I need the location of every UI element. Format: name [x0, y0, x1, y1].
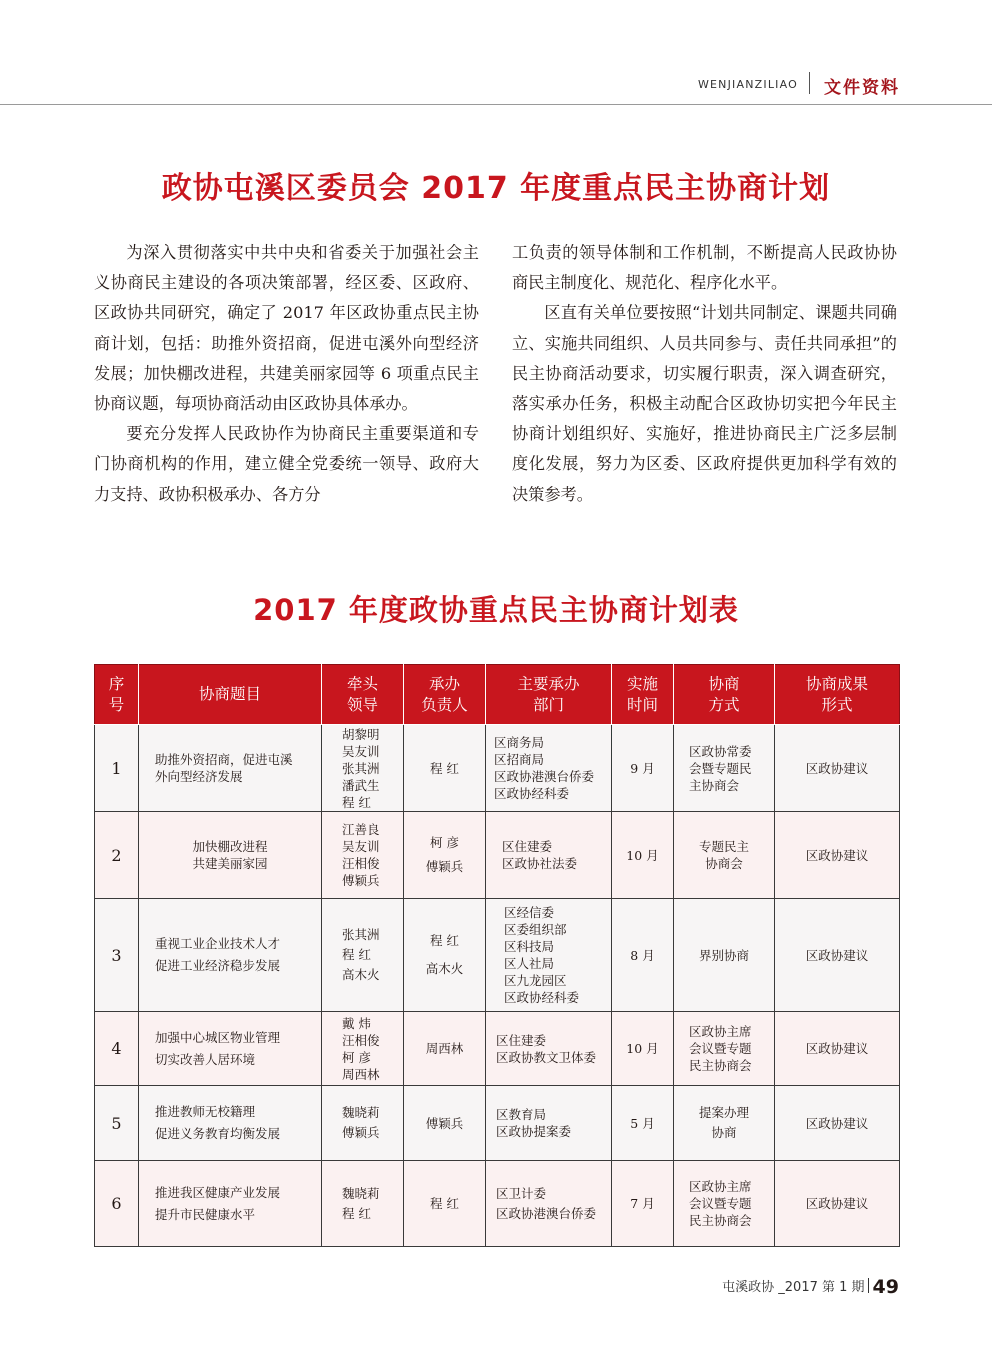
header-cell-lead: 牵头 领导 [322, 665, 404, 725]
cell-owner: 程 红 [404, 1161, 486, 1247]
table-row [95, 725, 900, 812]
cell-result: 区政协建议 [775, 1161, 900, 1247]
cell-time: 10 月 [612, 1012, 674, 1086]
body-column-right [512, 238, 897, 510]
cell-owner: 周西林 [404, 1012, 486, 1086]
cell-time: 5 月 [612, 1086, 674, 1161]
cell-no: 4 [95, 1012, 139, 1086]
cell-result: 区政协建议 [775, 1086, 900, 1161]
table-title: 2017 年度政协重点民主协商计划表 [253, 593, 739, 627]
paragraph: 区直有关单位要按照“计划共同制定、课题共同确立、实施共同组织、人员共同参与、责任共同承担”的民主协商活动要求，切实履行职责，深入调查研究，落实承办任务，积极主动配合区政协切实把今年民主协商计划组织好、实施好，推进协商民主广泛多层制度化发展，努力为区委、区政府提供更加科学有效的决策参考。 [512, 303, 897, 504]
paragraph: 要充分发挥人民政协作为协商民主重要渠道和专门协商机构的作用，建立健全党委统一领导、政府大力支持、政协积极承办、各方分 [94, 424, 479, 504]
header-cell-method: 协商 方式 [674, 665, 775, 725]
cell-leaders: 江善良 吴友训 汪相俊 傅颖兵 [322, 812, 404, 899]
header-cell-no: 序 号 [95, 665, 139, 725]
page-number: 49 [872, 1276, 899, 1298]
cell-method: 专题民主 协商会 [674, 812, 775, 899]
cell-topic: 加快棚改进程 共建美丽家园 [139, 812, 322, 899]
header-cell-time: 实施 时间 [612, 665, 674, 725]
header-cell-dept: 主要承办 部门 [486, 665, 612, 725]
cell-leaders: 张其洲 程 红 高木火 [322, 899, 404, 1012]
cell-owner: 程 红 高木火 [404, 899, 486, 1012]
cell-result: 区政协建议 [775, 899, 900, 1012]
plan-table [94, 664, 900, 1247]
cell-method: 界别协商 [674, 899, 775, 1012]
cell-no: 1 [95, 725, 139, 812]
cell-leaders: 胡黎明 吴友训 张其洲 潘武生 程 红 [322, 725, 404, 812]
cell-owner: 傅颖兵 [404, 1086, 486, 1161]
cell-time: 9 月 [612, 725, 674, 812]
footer-divider [868, 1278, 869, 1293]
header-section-pinyin: WENJIANZILIAO [697, 78, 798, 91]
cell-time: 10 月 [612, 812, 674, 899]
cell-departments: 区卫计委 区政协港澳台侨委 [486, 1161, 612, 1247]
cell-leaders: 戴 炜 汪相俊 柯 彦 周西林 [322, 1012, 404, 1086]
cell-result: 区政协建议 [775, 812, 900, 899]
cell-topic: 推进教师无校籍理 促进义务教育均衡发展 [139, 1086, 322, 1161]
header-cell-topic: 协商题目 [139, 665, 322, 725]
cell-no: 5 [95, 1086, 139, 1161]
body-column-left [94, 238, 479, 510]
cell-topic: 助推外资招商，促进屯溪 外向型经济发展 [139, 725, 322, 812]
cell-topic: 推进我区健康产业发展 提升市民健康水平 [139, 1161, 322, 1247]
table-row [95, 812, 900, 899]
cell-topic: 重视工业企业技术人才 促进工业经济稳步发展 [139, 899, 322, 1012]
cell-departments: 区商务局 区招商局 区政协港澳台侨委 区政协经科委 [486, 725, 612, 812]
cell-departments: 区教育局 区政协提案委 [486, 1086, 612, 1161]
cell-method: 区政协主席 会议暨专题 民主协商会 [674, 1012, 775, 1086]
cell-leaders: 魏晓莉 程 红 [322, 1161, 404, 1247]
header-rule [0, 104, 992, 105]
cell-result: 区政协建议 [775, 725, 900, 812]
cell-method: 区政协常委 会暨专题民 主协商会 [674, 725, 775, 812]
cell-leaders: 魏晓莉 傅颖兵 [322, 1086, 404, 1161]
table-row [95, 899, 900, 1012]
table-row [95, 1161, 900, 1247]
table-row [95, 1012, 900, 1086]
footer-journal: 屯溪政协 _2017 第 1 期 [722, 1280, 865, 1295]
cell-no: 3 [95, 899, 139, 1012]
cell-no: 2 [95, 812, 139, 899]
cell-owner: 程 红 [404, 725, 486, 812]
cell-time: 7 月 [612, 1161, 674, 1247]
header-divider [809, 72, 810, 94]
paragraph-continued: 工负责的领导体制和工作机制，不断提高人民政协协商民主制度化、规范化、程序化水平。 [512, 243, 897, 293]
cell-owner: 柯 彦 傅颖兵 [404, 812, 486, 899]
paragraph: 为深入贯彻落实中共中央和省委关于加强社会主义协商民主建设的各项决策部署，经区委、区政府、区政协共同研究，确定了 2017 年区政协重点民主协商计划，包括：助推外资招商，促进屯溪外向型经济发展；加快棚改进程，共建美丽家园等 6 项重点民主协商议题，每项协商活动由区政协具体承办。 [94, 243, 479, 414]
cell-result: 区政协建议 [775, 1012, 900, 1086]
cell-time: 8 月 [612, 899, 674, 1012]
cell-departments: 区经信委 区委组织部 区科技局 区人社局 区九龙园区 区政协经科委 [486, 899, 612, 1012]
cell-no: 6 [95, 1161, 139, 1247]
page-footer [722, 1276, 899, 1298]
cell-method: 区政协主席 会议暨专题 民主协商会 [674, 1161, 775, 1247]
running-header [0, 62, 992, 102]
header-cell-owner: 承办 负责人 [404, 665, 486, 725]
table-header-row [95, 665, 900, 725]
header-cell-result: 协商成果 形式 [775, 665, 900, 725]
cell-departments: 区住建委 区政协社法委 [486, 812, 612, 899]
header-section-title: 文件资料 [824, 78, 900, 98]
cell-departments: 区住建委 区政协教文卫体委 [486, 1012, 612, 1086]
cell-topic: 加强中心城区物业管理 切实改善人居环境 [139, 1012, 322, 1086]
cell-method: 提案办理 协商 [674, 1086, 775, 1161]
article-title: 政协屯溪区委员会 2017 年度重点民主协商计划 [161, 171, 831, 206]
table-row [95, 1086, 900, 1161]
